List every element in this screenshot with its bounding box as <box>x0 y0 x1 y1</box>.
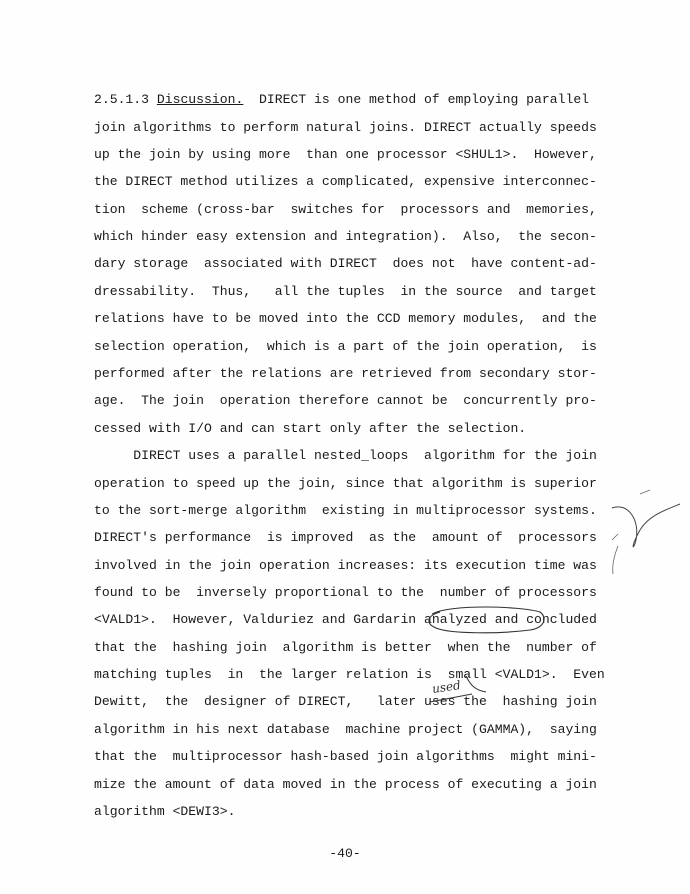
text-line: that the hashing join algorithm is better when the number of <box>94 640 597 655</box>
handwritten-correction: used <box>431 678 462 696</box>
text-line: relations have to be moved into the CCD memory modules, and the <box>94 311 597 326</box>
margin-stroke <box>612 504 680 547</box>
text-line: that the multiprocessor hash-based join algorithms might mini- <box>94 749 597 764</box>
text-line: algorithm in his next database machine project (GAMMA), saying <box>94 722 597 737</box>
text-line: up the join by using more than one processor <SHUL1>. However, <box>94 147 597 162</box>
text-line: which hinder easy extension and integration). Also, the secon- <box>94 229 597 244</box>
text-line: found to be inversely proportional to the number of processors <box>94 585 597 600</box>
text-line: tion scheme (cross-bar switches for processors and memories, <box>94 202 597 217</box>
page-number: -40- <box>329 846 361 861</box>
text-line-1 <box>94 92 589 108</box>
text-line: DIRECT uses a parallel nested_loops algorithm for the join <box>94 448 597 463</box>
margin-dash <box>640 490 650 494</box>
section-number: 2.5.1.3 <box>94 92 150 107</box>
text-line: age. The join operation therefore cannot be concurrently pro- <box>94 393 597 408</box>
margin-stroke <box>613 546 618 574</box>
text-line: involved in the join operation increases: its execution time was <box>94 558 597 573</box>
text-line: cessed with I/O and can start only after the selection. <box>94 421 527 436</box>
text-line: algorithm <DEWI3>. <box>94 804 236 819</box>
text-line: the DIRECT method utilizes a complicated, expensive interconnec- <box>94 174 597 189</box>
section-title: Discussion. <box>156 92 244 107</box>
text-line: dressability. Thus, all the tuples in the source and target <box>94 284 597 299</box>
text-line: to the sort-merge algorithm existing in multiprocessor systems. <box>94 503 597 518</box>
text-line: dary storage associated with DIRECT does not have content-ad- <box>94 256 597 271</box>
text-line: <VALD1>. However, Valduriez and Gardarin analyzed and concluded <box>94 612 597 627</box>
text-line: performed after the relations are retrieved from secondary stor- <box>94 366 597 381</box>
text-line: DIRECT's performance is improved as the amount of processors <box>94 530 597 545</box>
text-line: selection operation, which is a part of the join operation, is <box>94 339 597 354</box>
text-line: Dewitt, the designer of DIRECT, later uses the hashing join <box>94 694 597 709</box>
text-line: operation to speed up the join, since that algorithm is superior <box>94 476 597 491</box>
margin-dash <box>612 534 618 540</box>
text-line-1-body: DIRECT is one method of employing parallel <box>243 92 590 107</box>
text-line: matching tuples in the larger relation is small <VALD1>. Even <box>94 667 605 682</box>
text-line: join algorithms to perform natural joins. DIRECT actually speeds <box>94 120 597 135</box>
text-line: mize the amount of data moved in the process of executing a join <box>94 777 597 792</box>
